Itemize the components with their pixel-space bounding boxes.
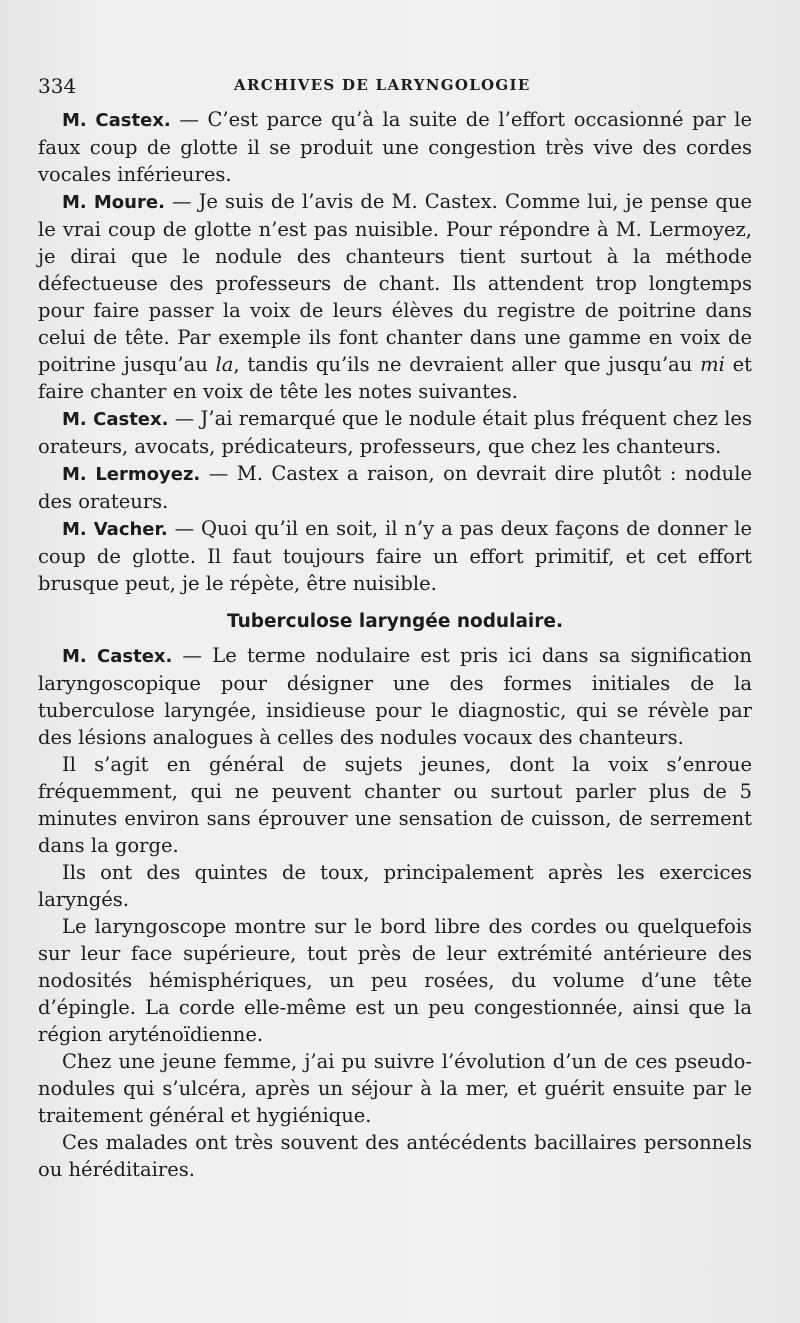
section-paragraph: Ces malades ont très souvent des antécédents bacillaires personnels ou héréditaires.	[38, 1131, 752, 1181]
paragraph-vacher	[38, 515, 752, 597]
page-number: 334	[38, 74, 77, 98]
section-paragraph: Ils ont des quintes de toux, principalement après les exercices laryngés.	[38, 861, 752, 911]
paragraph-castex-2	[38, 405, 752, 460]
paragraph-text: — Quoi qu’il en soit, il n’y a pas deux façons de donner le coup de glotte. Il faut toujours faire un effort primitif, et cet effort brusque peut, je le répète, être nuisible.	[38, 517, 752, 595]
paragraph-moure	[38, 188, 752, 405]
paragraph-text: — Le terme nodulaire est pris ici dans sa signification laryngoscopique pour désigner une des formes initiales de la tuberculose laryngée, insidieuse pour le diagnostic, qui se révèle par des lésions analogues à celles des nodules vocaux des chanteurs.	[38, 644, 752, 749]
section-paragraph	[38, 642, 752, 751]
running-title: ARCHIVES DE LARYNGOLOGIE	[234, 76, 531, 94]
page-header	[38, 70, 752, 106]
note-mi: mi	[700, 353, 725, 376]
section-paragraph: Chez une jeune femme, j’ai pu suivre l’évolution d’un de ces pseudo-nodules qui s’ulcéra, après un séjour à la mer, et guérit ensuite par le traitement général et hygiénique.	[38, 1050, 752, 1127]
speaker-name: M. Castex.	[62, 646, 173, 667]
paragraph-text: — M. Castex a raison, on devrait dire plutôt : nodule des orateurs.	[38, 462, 753, 513]
paragraph-text: — Je suis de l’avis de M. Castex. Comme lui, je pense que le vrai coup de glotte n’est pas nuisible. Pour répondre à M. Lermoyez, je dirai que le nodule des chanteurs tient surtout à la méthode défectueuse des professeurs de chant. Ils attendent trop longtemps pour faire passer la voix de leurs élèves du registre de poitrine dans celui de tête. Par exemple ils font chanter dans une gamme en voix de poitrine jusqu’au	[38, 190, 752, 376]
paragraph-text: — C’est parce qu’à la suite de l’effort occasionné par le faux coup de glotte il se produit une congestion très vive des cordes vocales inférieures.	[38, 108, 752, 186]
section-paragraph: Le laryngoscope montre sur le bord libre des cordes ou quelquefois sur leur face supérieure, tout près de leur extrémité antérieure des nodosités hémisphériques, un peu rosées, du volume d’une tête d’épingle. La corde elle-même est un peu congestionnée, ainsi que la région aryténoïdienne.	[38, 915, 752, 1046]
paragraph-lermoyez	[38, 460, 752, 515]
paragraph-text: et faire chanter en voix de tête les notes suivantes.	[38, 353, 753, 403]
speaker-name: M. Moure.	[62, 192, 165, 213]
section-body	[38, 642, 752, 1183]
speaker-name: M. Vacher.	[62, 519, 168, 540]
note-la: la	[215, 353, 234, 376]
paragraph-castex-1	[38, 106, 752, 188]
paragraph-text: — J’ai remarqué que le nodule était plus fréquent chez les orateurs, avocats, prédicateurs, professeurs, que chez les chanteurs.	[38, 407, 752, 458]
speaker-name: M. Castex.	[62, 110, 171, 131]
speaker-name: M. Castex.	[62, 409, 169, 430]
section-title: Tuberculose laryngée nodulaire.	[227, 611, 563, 632]
paragraph-text: , tandis qu’ils ne devraient aller que jusqu’au	[233, 353, 701, 376]
section-paragraph: Il s’agit en général de sujets jeunes, dont la voix s’enroue fréquemment, qui ne peuvent chanter ou surtout parler plus de 5 minutes environ sans éprouver une sensation de cuisson, de serrement dans la gorge.	[38, 753, 752, 857]
speaker-name: M. Lermoyez.	[62, 464, 201, 485]
discussion-body	[38, 106, 752, 597]
